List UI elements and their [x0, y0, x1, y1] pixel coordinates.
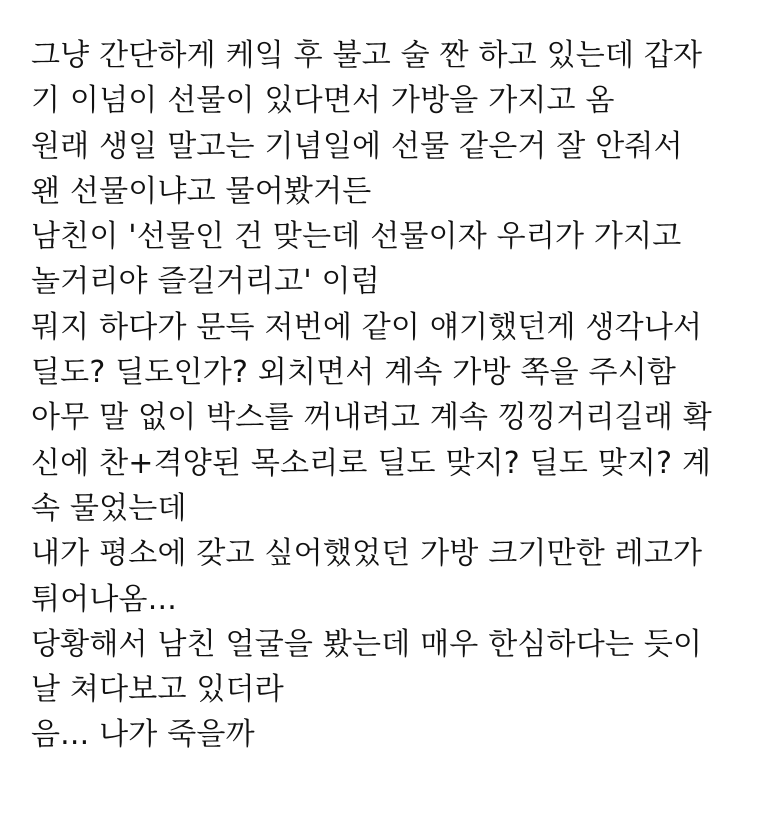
- text-line: 음... 나가 죽을까: [31, 717, 255, 753]
- text-line: 남친이 '선물인 건 맞는데 선물이자 우리가 가지고: [31, 219, 682, 255]
- text-line: 날 쳐다보고 있더라: [31, 672, 284, 708]
- text-line: 튀어나옴...: [31, 581, 177, 617]
- text-line: 신에 찬+격양된 목소리로 딜도 맞지? 딜도 맞지? 계: [31, 445, 712, 481]
- text-line: 내가 평소에 갖고 싶어했었던 가방 크기만한 레고가: [31, 536, 703, 572]
- text-line: 딜도? 딜도인가? 외치면서 계속 가방 쪽을 주시함: [31, 355, 677, 391]
- text-line: 왠 선물이냐고 물어봤거든: [31, 173, 372, 209]
- text-line: 당황해서 남친 얼굴을 봤는데 매우 한심하다는 듯이: [31, 626, 703, 662]
- text-line: 뭐지 하다가 문득 저번에 같이 얘기했던게 생각나서: [31, 309, 703, 345]
- text-line: 속 물었는데: [31, 490, 187, 526]
- text-line: 기 이넘이 선물이 있다면서 가방을 가지고 옴: [31, 83, 615, 119]
- text-line: 놀거리야 즐길거리고' 이럼: [31, 264, 380, 300]
- text-line: 아무 말 없이 박스를 꺼내려고 계속 낑낑거리길래 확: [31, 400, 712, 436]
- text-line: 원래 생일 말고는 기념일에 선물 같은거 잘 안줘서: [31, 128, 683, 164]
- text-line: 그냥 간단하게 케잌 후 불고 술 짠 하고 있는데 갑자: [31, 38, 703, 73]
- post-text-body: [31, 33, 751, 758]
